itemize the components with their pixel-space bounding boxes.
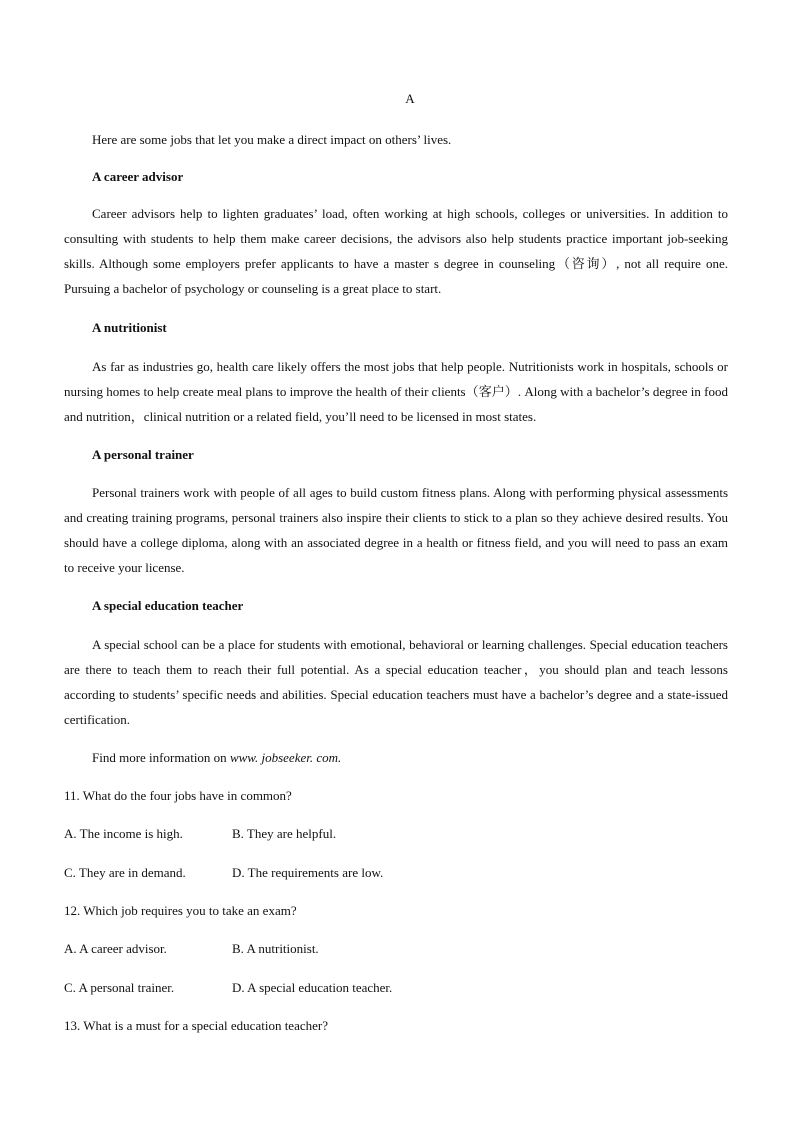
more-info-url: www. jobseeker. com. [229, 750, 342, 765]
section-heading-personal-trainer: A personal trainer [92, 447, 194, 462]
question-12-option-d: D. A special education teacher. [232, 980, 393, 995]
passage-intro: Here are some jobs that let you make a direct impact on others’ lives. [92, 132, 452, 147]
question-12-option-c: C. A personal trainer. [64, 980, 175, 995]
question-13-stem: 13. What is a must for a special education teacher? [64, 1018, 328, 1033]
section-heading-career-advisor: A career advisor [92, 169, 184, 184]
section-body-special-education-teacher: A special school can be a place for students with emotional, behavioral or learning challenges. Special education teachers are there to teach them to reach their full potential. As a special education teacher，you should plan and teach lessons according to students’ specific needs and abilities. Special education teachers must have a bachelor’s degree and a state-issued certification. [64, 637, 728, 727]
section-body-personal-trainer: Personal trainers work with people of all ages to build custom fitness plans. Along with performing physical assessments and creating training programs, personal trainers also inspire their clients to stick to a plan so they achieve desired results. You should have a college diploma, along with an associated degree in a health or fitness field, and you will need to pass an exam to receive your license. [64, 485, 728, 575]
question-11-option-c: C. They are in demand. [64, 865, 186, 880]
question-11-option-a: A. The income is high. [64, 826, 183, 841]
more-info-prefix: Find more information on [92, 750, 230, 765]
question-12-option-b: B. A nutritionist. [232, 941, 319, 956]
passage-label: A [405, 91, 415, 106]
more-info-line [64, 745, 728, 770]
question-11-stem: 11. What do the four jobs have in common? [64, 788, 292, 803]
question-12-stem: 12. Which job requires you to take an exam? [64, 903, 297, 918]
section-body-career-advisor: Career advisors help to lighten graduates’ load, often working at high schools, colleges or universities. In addition to consulting with students to help them make career decisions, the advisors also help students practice important job-seeking skills. Although some employers prefer applicants to have a master s degree in counseling（咨询）, not all require one. Pursuing a bachelor of psychology or counseling is a great place to start. [64, 206, 728, 296]
question-11-option-b: B. They are helpful. [232, 826, 337, 841]
section-heading-nutritionist: A nutritionist [92, 320, 167, 335]
section-heading-special-education-teacher: A special education teacher [92, 598, 244, 613]
section-body-nutritionist: As far as industries go, health care likely offers the most jobs that help people. Nutritionists work in hospitals, schools or nursing homes to help create meal plans to improve the health of their clients（客户）. Along with a bachelor’s degree in food and nutrition，clinical nutrition or a related field, you’ll need to be licensed in most states. [64, 359, 728, 424]
question-12-option-a: A. A career advisor. [64, 941, 167, 956]
question-11-option-d: D. The requirements are low. [232, 865, 384, 880]
